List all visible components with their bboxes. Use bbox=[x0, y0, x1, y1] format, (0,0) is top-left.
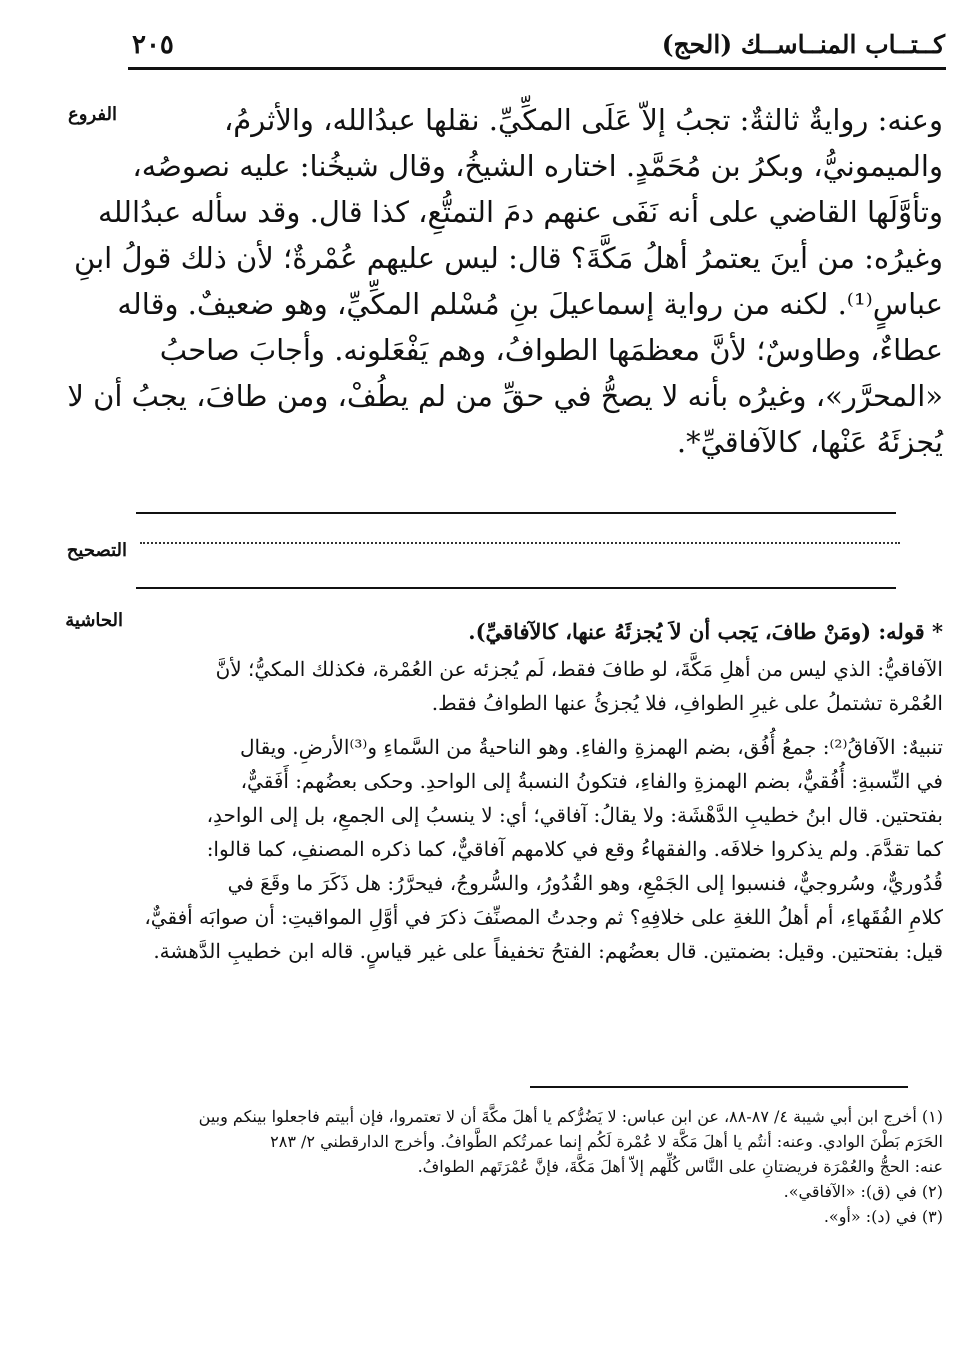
hashiya-heading: * قوله: (ومَنْ طافَ، يَجب أن لاَ يُجزئَهُ عنها، كالآفاقيِّ). bbox=[468, 619, 943, 644]
footnote-line: (٢) في (ق): «الآفاقي». bbox=[783, 1182, 943, 1201]
main-text-line: «المحرَّر»، وغيرُه بأنه لا يصحُّ في حقِّ من لم يطُفْ، ومن طافَ، يجبُ أن لا bbox=[67, 379, 943, 413]
paragraph-gap bbox=[201, 720, 943, 730]
main-text-line: عباسٍ⁽¹⁾. لكنه من رواية إسماعيلَ بنِ مُسْلم المكِّيِّ، وهو ضعيفٌ. وقاله bbox=[117, 287, 943, 321]
header-rule bbox=[128, 67, 946, 70]
running-header-title: كــتــاب المنــاســك (الحج) bbox=[661, 30, 945, 59]
footnote-line: (١) أخرج ابن أبي شيبة ٤/ ٨٧-٨٨، عن ابن عباس: لا يَضُرُّكم يا أهلَ مكَّةَ أن لا تعتمروا، فإن أبيتم فاجعلوا بينكم وبين bbox=[198, 1107, 943, 1126]
footnotes-block bbox=[198, 1104, 943, 1229]
main-text-line: وغيرُه: من أينَ يعتمرُ أهلُ مَكَّةَ؟ قال: ليس عليهم عُمْرةٌ؛ لأن ذلك قولُ ابنِ bbox=[74, 241, 943, 275]
hashiya-line: بفتحتين. قال ابنُ خطيبِ الدَّهْشَة: ولا يقالُ: آفاقي؛ أي: لا ينسبُ إلى الجمعِ، بل إلى الواحدِ، bbox=[206, 803, 943, 827]
tashih-dotted-line bbox=[140, 542, 900, 544]
footnote-line: (٣) في (د): «أو». bbox=[823, 1207, 943, 1226]
hashiya-line: قُدُوريٌّ، وسُروجيٌّ، فنسبوا إلى الجَمْعِ، وهو القُدُورُ، والسُّروجُ، فيحرَّرُ: هل ذَكَرَ ما وقَعَ في bbox=[227, 871, 943, 895]
main-text-line: وعنه: روايةٌ ثالثةٌ: تجبُ إلاّ عَلَى المكِّيِّ. نقلها عبدُالله، والأثرمُ، bbox=[223, 103, 943, 137]
section-divider bbox=[136, 512, 896, 514]
hashiya-line: كما تقدَّمَ. ولم يذكروا خلافَه. والفقهاءُ وقع في كلامهم آفاقيٌّ، كما ذكره المصنفِ، كما قالوا: bbox=[206, 837, 943, 861]
hashiya-line: تنبيهٌ: الآفاقُ⁽²⁾: جمعُ أُفُق، بضم الهمزةِ والفاءِ. وهو الناحيةُ من السَّماءِ و⁽³⁾الأرضِ. ويقال bbox=[239, 735, 943, 759]
main-text-line: وتأوَّلَها القاضي على أنه نَفَى عنهم دمَ التمتُّعِ، كذا قال. وقد سأله عبدُالله bbox=[98, 195, 943, 229]
footnote-line: عنه: الحجُّ والعُمْرَة فريضتانِ على النَّاس كُلِّهم إلاّ أهلَ مَكَّةَ، فإنَّ عُمْرَتَهم الطوافُ. bbox=[417, 1157, 943, 1176]
main-text-line: والميمونيُّ، وبكرُ بن مُحَمَّدٍ. اختاره الشيخُ، وقال شيخُنا: عليه نصوصُه، bbox=[132, 149, 943, 183]
hashiya-line: الآفاقيُّ: الذي ليس من أهلِ مَكَّةَ، لو طافَ فقط، لَم يُجزئه عن العُمْرة، فكذلك المكيُّ؛ لأنَّ bbox=[215, 657, 943, 681]
footnote-rule bbox=[530, 1086, 908, 1088]
hashiya-line: العُمْرة تشتملُ على غيرِ الطوافِ، فلا يُجزئُ عنها الطوافُ فقط. bbox=[431, 691, 943, 715]
hashiya-block bbox=[144, 612, 943, 968]
hashiya-line: كلامِ الفُقَهاءِ، أم أهلُ اللغةِ على خلافِهِ؟ ثم وجدتُ المصنِّفَ ذكرَ في أوَّلِ المواقيتِ: أن صوابَه أفقيٌّ، bbox=[144, 905, 943, 929]
section-divider bbox=[136, 587, 896, 589]
main-text-line: يُجزئَهُ عَنْها، كالآفاقيِّ*. bbox=[676, 425, 943, 459]
footnote-line: الحَرَم بَطْنَ الوادي. وعنه: أنتُم يا أهلَ مَكَّة لا عُمْرة لَكُم إنما عمرتُكم الطَّوافُ. وأخرج الدارقطني ٢/ ٢٨٣ bbox=[270, 1132, 943, 1151]
hashiya-line: قيل: بفتحتين. وقيل: بضمتين. قال بعضُهم: الفتحُ تخفيفاً على غير قياسٍ. قاله ابن خطيبِ الدَّهشة. bbox=[153, 939, 943, 963]
main-text-line: عطاءٌ، وطاوسٌ؛ لأنَّ معظمَها الطوافُ، وهم يَفْعَلونه. وأجابَ صاحبُ bbox=[159, 333, 943, 367]
hashiya-line: في النِّسبةِ: أُفُقيٌّ، بضم الهمزةِ والفاءِ، فتكونُ النسبةُ إلى الواحدِ. وحكى بعضُهم: أَفَقيٌّ، bbox=[240, 769, 943, 793]
side-label-furu: الفروع bbox=[68, 104, 117, 125]
side-label-hashiya: الحاشية bbox=[65, 610, 123, 631]
page-number: ٢٠٥ bbox=[132, 30, 174, 60]
side-label-tashih: التصحيح bbox=[66, 540, 127, 561]
